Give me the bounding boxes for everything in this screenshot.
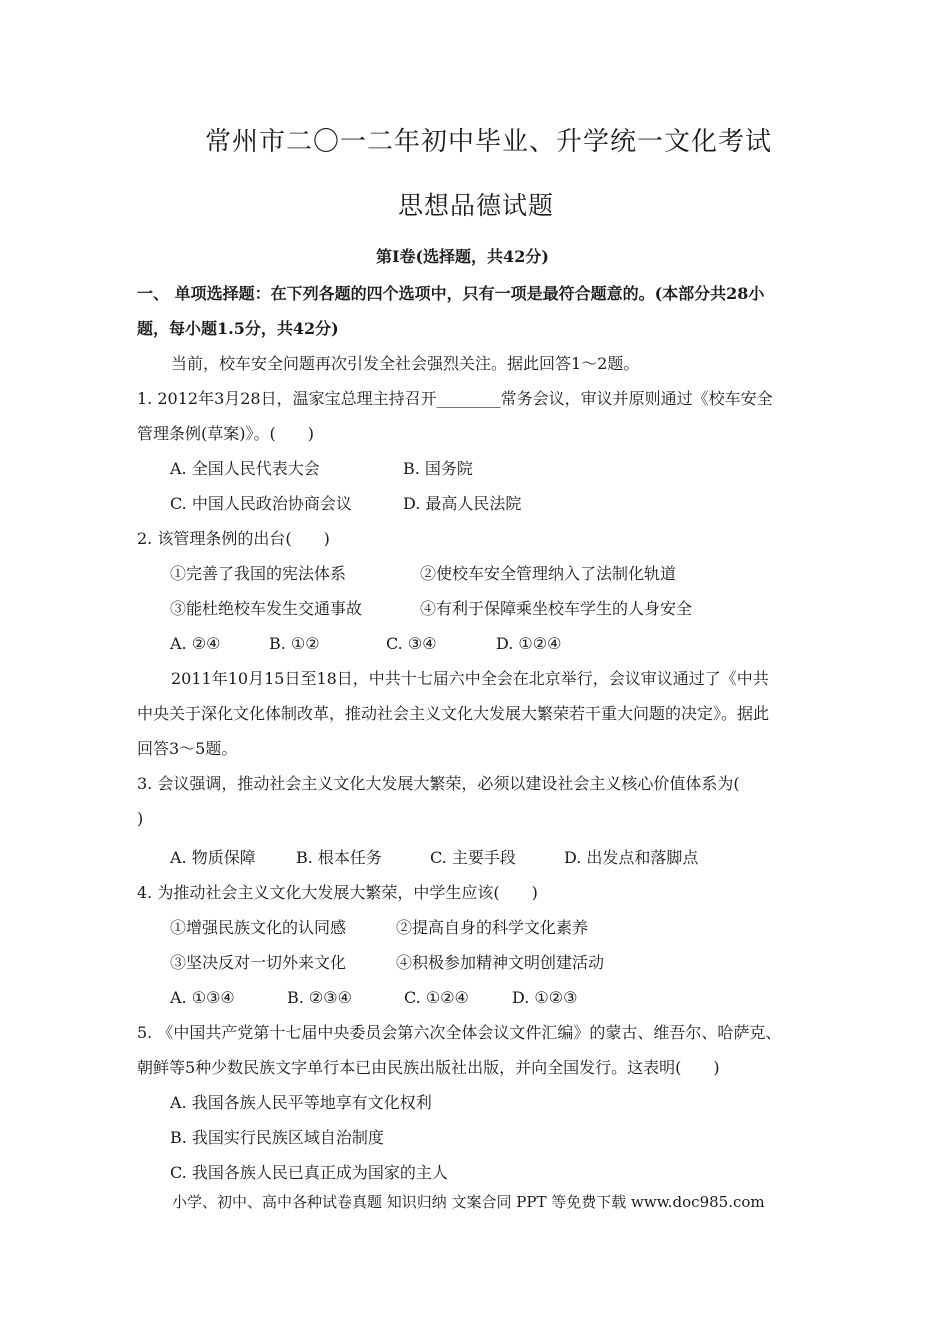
question-3-option-b: B. 根本任务 bbox=[296, 848, 382, 867]
material-intro-1: 当前，校车安全问题再次引发全社会强烈关注。据此回答1～2题。 bbox=[171, 354, 640, 373]
question-5-option-c: C. 我国各族人民已真正成为国家的主人 bbox=[170, 1163, 448, 1182]
material-intro-2-line1: 2011年10月15日至18日，中共十七届六中全会在北京举行，会议审议通过了《中共 bbox=[171, 669, 769, 688]
question-1-line2: 管理条例(草案)》。( ) bbox=[137, 424, 314, 443]
question-2-statement-4: ④有利于保障乘坐校车学生的人身安全 bbox=[420, 599, 693, 618]
question-3-line1: 3. 会议强调，推动社会主义文化大发展大繁荣，必须以建设社会主义核心价值体系为( bbox=[137, 774, 740, 793]
question-4-option-a: A. ①③④ bbox=[170, 988, 235, 1007]
page-footer: 小学、初中、高中各种试卷真题 知识归纳 文案合同 PPT 等免费下载 www.doc985.com bbox=[172, 1193, 765, 1211]
material-intro-2-line2: 中央关于深化文化体制改革，推动社会主义文化大发展大繁荣若干重大问题的决定》。据此 bbox=[137, 704, 770, 723]
part-one-instruction-line2: 题，每小题1.5分，共42分) bbox=[137, 319, 339, 338]
part-one-instruction-line1: 一、 单项选择题：在下列各题的四个选项中，只有一项是最符合题意的。(本部分共28小 bbox=[137, 284, 765, 303]
question-5-option-a: A. 我国各族人民平等地享有文化权利 bbox=[170, 1093, 432, 1112]
question-1-option-b: B. 国务院 bbox=[403, 459, 473, 478]
question-2-statement-2: ②使校车安全管理纳入了法制化轨道 bbox=[420, 564, 677, 583]
question-3-option-c: C. 主要手段 bbox=[430, 848, 516, 867]
exam-subtitle: 思想品德试题 bbox=[398, 191, 555, 220]
question-2-statement-1: ①完善了我国的宪法体系 bbox=[170, 564, 347, 583]
question-2-option-b: B. ①② bbox=[269, 634, 320, 653]
question-2-option-a: A. ②④ bbox=[170, 634, 221, 653]
question-4-option-d: D. ①②③ bbox=[512, 988, 578, 1007]
question-4-stem: 4. 为推动社会主义文化大发展大繁荣，中学生应该( ) bbox=[137, 883, 538, 902]
question-4-statement-4: ④积极参加精神文明创建活动 bbox=[396, 953, 605, 972]
question-2-statement-3: ③能杜绝校车发生交通事故 bbox=[170, 599, 363, 618]
question-1-option-c: C. 中国人民政治协商会议 bbox=[170, 494, 352, 513]
question-1-option-a: A. 全国人民代表大会 bbox=[170, 459, 320, 478]
question-5-line1: 5. 《中国共产党第十七届中央委员会第六次全体会议文件汇编》的蒙古、维吾尔、哈萨克、 bbox=[137, 1023, 782, 1042]
question-4-option-b: B. ②③④ bbox=[287, 988, 352, 1007]
question-1-line1: 1. 2012年3月28日，温家宝总理主持召开________常务会议，审议并原则通过《校车安全 bbox=[137, 389, 773, 408]
section-heading: 第Ⅰ卷(选择题，共42分) bbox=[376, 247, 549, 266]
question-4-option-c: C. ①②④ bbox=[404, 988, 469, 1007]
material-intro-2-line3: 回答3～5题。 bbox=[137, 739, 238, 758]
question-2-option-c: C. ③④ bbox=[386, 634, 437, 653]
question-3-line2: ) bbox=[137, 809, 144, 828]
question-4-statement-2: ②提高自身的科学文化素养 bbox=[396, 918, 589, 937]
question-5-option-b: B. 我国实行民族区域自治制度 bbox=[170, 1128, 384, 1147]
question-3-option-d: D. 出发点和落脚点 bbox=[564, 848, 699, 867]
question-4-statement-1: ①增强民族文化的认同感 bbox=[170, 918, 347, 937]
exam-title: 常州市二〇一二年初中毕业、升学统一文化考试 bbox=[205, 127, 773, 157]
question-3-option-a: A. 物质保障 bbox=[170, 848, 256, 867]
question-2-option-d: D. ①②④ bbox=[496, 634, 562, 653]
question-5-line2: 朝鲜等5种少数民族文字单行本已由民族出版社出版，并向全国发行。这表明( ) bbox=[137, 1058, 720, 1077]
question-1-option-d: D. 最高人民法院 bbox=[403, 494, 522, 513]
question-4-statement-3: ③坚决反对一切外来文化 bbox=[170, 953, 347, 972]
question-2-stem: 2. 该管理条例的出台( ) bbox=[137, 529, 330, 548]
